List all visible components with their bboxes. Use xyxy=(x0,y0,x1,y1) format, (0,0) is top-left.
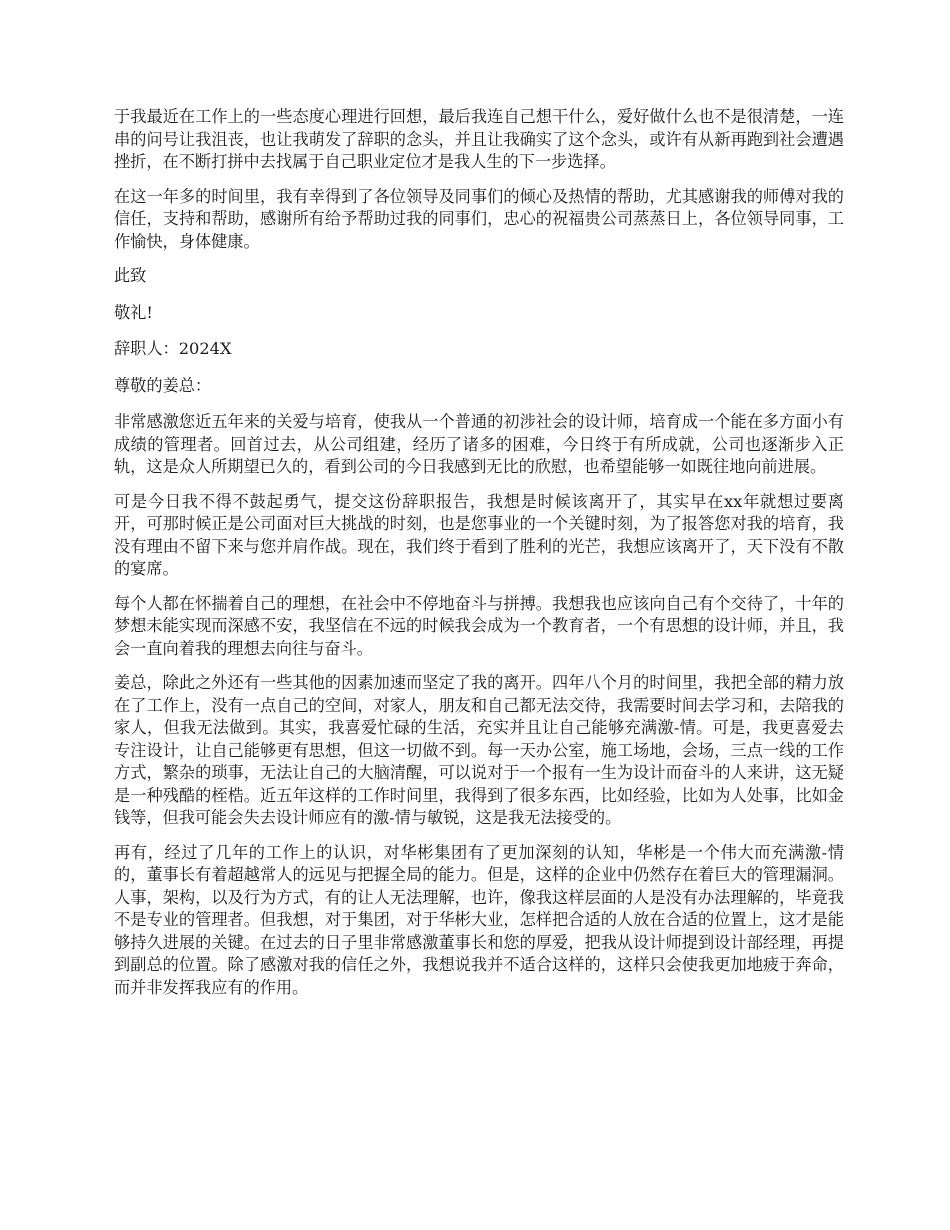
closing-regards: 敬礼! xyxy=(114,302,153,322)
paragraph-ideals: 每个人都在怀揣着自己的理想，在社会中不停地奋斗与拼搏。我想我也应该向自己有个交待了，十年的梦想未能实现而深感不安，我坚信在不远的时候我会成为一个教育者，一个有思想的设计师，并且，我会一直向着我的理想去向往与奋斗。 xyxy=(114,593,844,658)
paragraph-reflection: 于我最近在工作上的一些态度心理进行回想，最后我连自己想干什么，爱好做什么也不是很清楚，一连串的问号让我沮丧，也让我萌发了辞职的念头，并且让我确实了这个念头，或许有从新再跑到社会遭遇挫折，在不断打拼中去找属于自己职业定位才是我人生的下一步选择。 xyxy=(114,107,844,171)
document-body xyxy=(114,106,844,1011)
paragraph-reasons: 姜总，除此之外还有一些其他的因素加速而坚定了我的离开。四年八个月的时间里，我把全部的精力放在了工作上，没有一点自己的空间，对家人，朋友和自己都无法交待，我需要时间去学习和，去陪我的家人，但我无法做到。其实，我喜爱忙碌的生活，充实并且让自己能够充满激-情。可是，我更喜爱去专注设计，让自己能够更有思想，但这一切做不到。每一天办公室，施工场地，会场，三点一线的工作方式，繁杂的琐事，无法让自己的大脑清醒，可以说对于一个报有一生为设计而奋斗的人来讲，这无疑是一种残酷的桎梏。近五年这样的工作时间里，我得到了很多东西，比如经验，比如为人处事，比如金钱等，但我可能会失去设计师应有的激-情与敏锐，这是我无法接受的。 xyxy=(114,673,844,827)
signature-line: 辞职人：2024X xyxy=(114,339,232,358)
closing-salutation: 此致 xyxy=(114,266,147,285)
paragraph-resignation: 可是今日我不得不鼓起勇气，提交这份辞职报告，我想是时候该离开了，其实早在xx年就想过要离开，可那时候正是公司面对巨大挑战的时刻，也是您事业的一个关键时刻，为了报答您对我的培育，我没有理由不留下来与您并肩作战。现在，我们终于看到了胜利的光芒，我想应该离开了，天下没有不散的宴席。 xyxy=(114,491,844,578)
letter-greeting: 尊敬的姜总： xyxy=(114,375,212,395)
paragraph-company: 再有，经过了几年的工作上的认识，对华彬集团有了更加深刻的认知，华彬是一个伟大而充满激-情的，董事长有着超越常人的远见与把握全局的能力。但是，这样的企业中仍然存在着巨大的管理漏洞。人事，架构，以及行为方式，有的让人无法理解，也许，像我这样层面的人是没有办法理解的，毕竟我不是专业的管理者。但我想，对于集团，对于华彬大业，怎样把合适的人放在合适的位置上，这才是能够持久进展的关键。在过去的日子里非常感激董事长和您的厚爱，把我从设计师提到设计部经理，再提到副总的位置。除了感激对我的信任之外，我想说我并不适合这样的，这样只会使我更加地疲于奔命，而并非发挥我应有的作用。 xyxy=(114,842,844,997)
paragraph-thanks: 在这一年多的时间里，我有幸得到了各位领导及同事们的倾心及热情的帮助，尤其感谢我的师傅对我的信任，支持和帮助，感谢所有给予帮助过我的同事们，忠心的祝福贵公司蒸蒸日上，各位领导同事，工作愉快，身体健康。 xyxy=(114,186,844,251)
paragraph-gratitude: 非常感激您近五年来的关爱与培育，使我从一个普通的初涉社会的设计师，培育成一个能在多方面小有成绩的管理者。回首过去，从公司组建，经历了诸多的困难，今日终于有所成就，公司也逐渐步入正轨，这是众人所期望已久的，看到公司的今日我感到无比的欣慰，也希望能够一如既往地向前进展。 xyxy=(114,412,844,476)
